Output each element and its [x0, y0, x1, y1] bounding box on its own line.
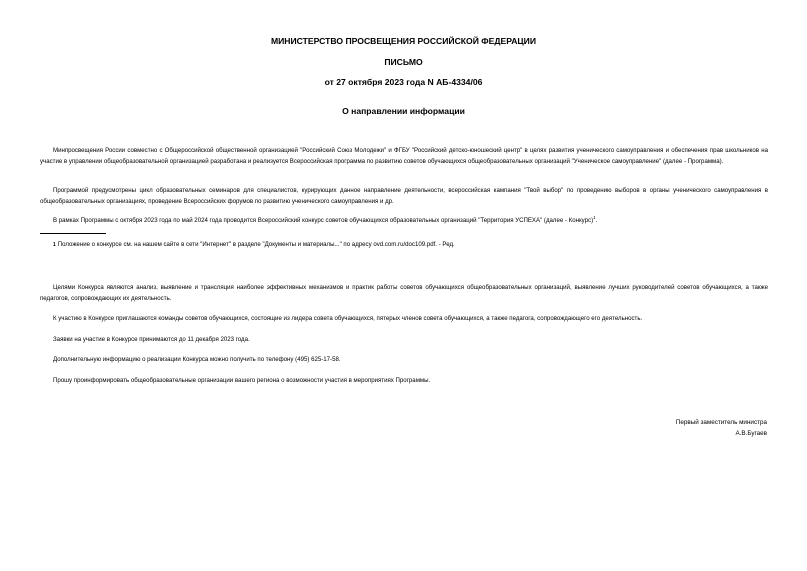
footnote [53, 240, 455, 250]
paragraph-4: Целями Конкурса являются анализ, выявление и трансляция наиболее эффективных механизмов и практик работы советов обучающихся общеобразовательных организаций, выявление лучших руководителей советов обучающихся, а также педагогов, сопровождающих их деятельность. [40, 284, 768, 302]
paragraph-5: К участию в Конкурсе приглашаются команды советов обучающихся, состоящие из лидера совета обучающихся, пятерых членов совета обучающихся, а также педагога, сопровождающего его деятельность. [53, 315, 643, 322]
paragraph-3-tail: . [595, 217, 598, 224]
footnote-text: Положение о конкурсе см. на нашем сайте в сети "Интернет" в разделе "Документы и материалы..." по адресу ovd.com.ru/doc109.pdf. - Ред. [57, 241, 455, 248]
document-subject: О направлении информации [342, 106, 465, 116]
footnote-divider [40, 233, 106, 234]
paragraph-1: Минпросвещения России совместно с Общероссийской общественной организацией "Российский Союз Молодежи" и ФГБУ "Российский детско-юношеский центр" в целях развития ученического самоуправления и обеспечения прав школьников на участие в управлении общеобразовательной организацией разработана и реализуется Всероссийская программа по развитию советов обучающихся общеобразовательных организаций "Ученическое самоуправление" (далее - Программа). [40, 147, 768, 165]
footnote-reference[interactable]: 1 [593, 214, 596, 220]
signatory-name: А.В.Бугаев [735, 430, 767, 437]
signatory-position: Первый заместитель министра [675, 419, 767, 426]
document-date-number: от 27 октября 2023 года N АБ-4334/06 [324, 77, 483, 87]
ministry-heading: МИНИСТЕРСТВО ПРОСВЕЩЕНИЯ РОССИЙСКОЙ ФЕДЕРАЦИИ [270, 36, 537, 46]
footnote-mark: 1 [53, 242, 56, 248]
document-type: ПИСЬМО [384, 57, 423, 67]
paragraph-7: Дополнительную информацию о реализации Конкурса можно получить по телефону (495) 625-17-58. [53, 356, 341, 363]
paragraph-2: Программой предусмотрены цикл образовательных семинаров для специалистов, курирующих данное направление деятельности, всероссийская кампания "Твой выбор" по проведению выборов в органы ученического самоуправления в общеобразовательных организациях, проведение Всероссийских форумов по развитию ученического самоуправления и др. [40, 187, 768, 205]
paragraph-6: Заявки на участие в Конкурсе принимаются до 11 декабря 2023 года. [53, 336, 250, 343]
paragraph-3-text: В рамках Программы с октября 2023 года по май 2024 года проводится Всероссийский конкурс советов обучающихся образовательных организаций "Территория УСПЕХА" (далее - Конкурс) [53, 217, 594, 224]
paragraph-3 [40, 216, 768, 227]
paragraph-8: Прошу проинформировать общеобразовательные организации вашего региона о возможности участия в мероприятиях Программы. [53, 377, 431, 384]
